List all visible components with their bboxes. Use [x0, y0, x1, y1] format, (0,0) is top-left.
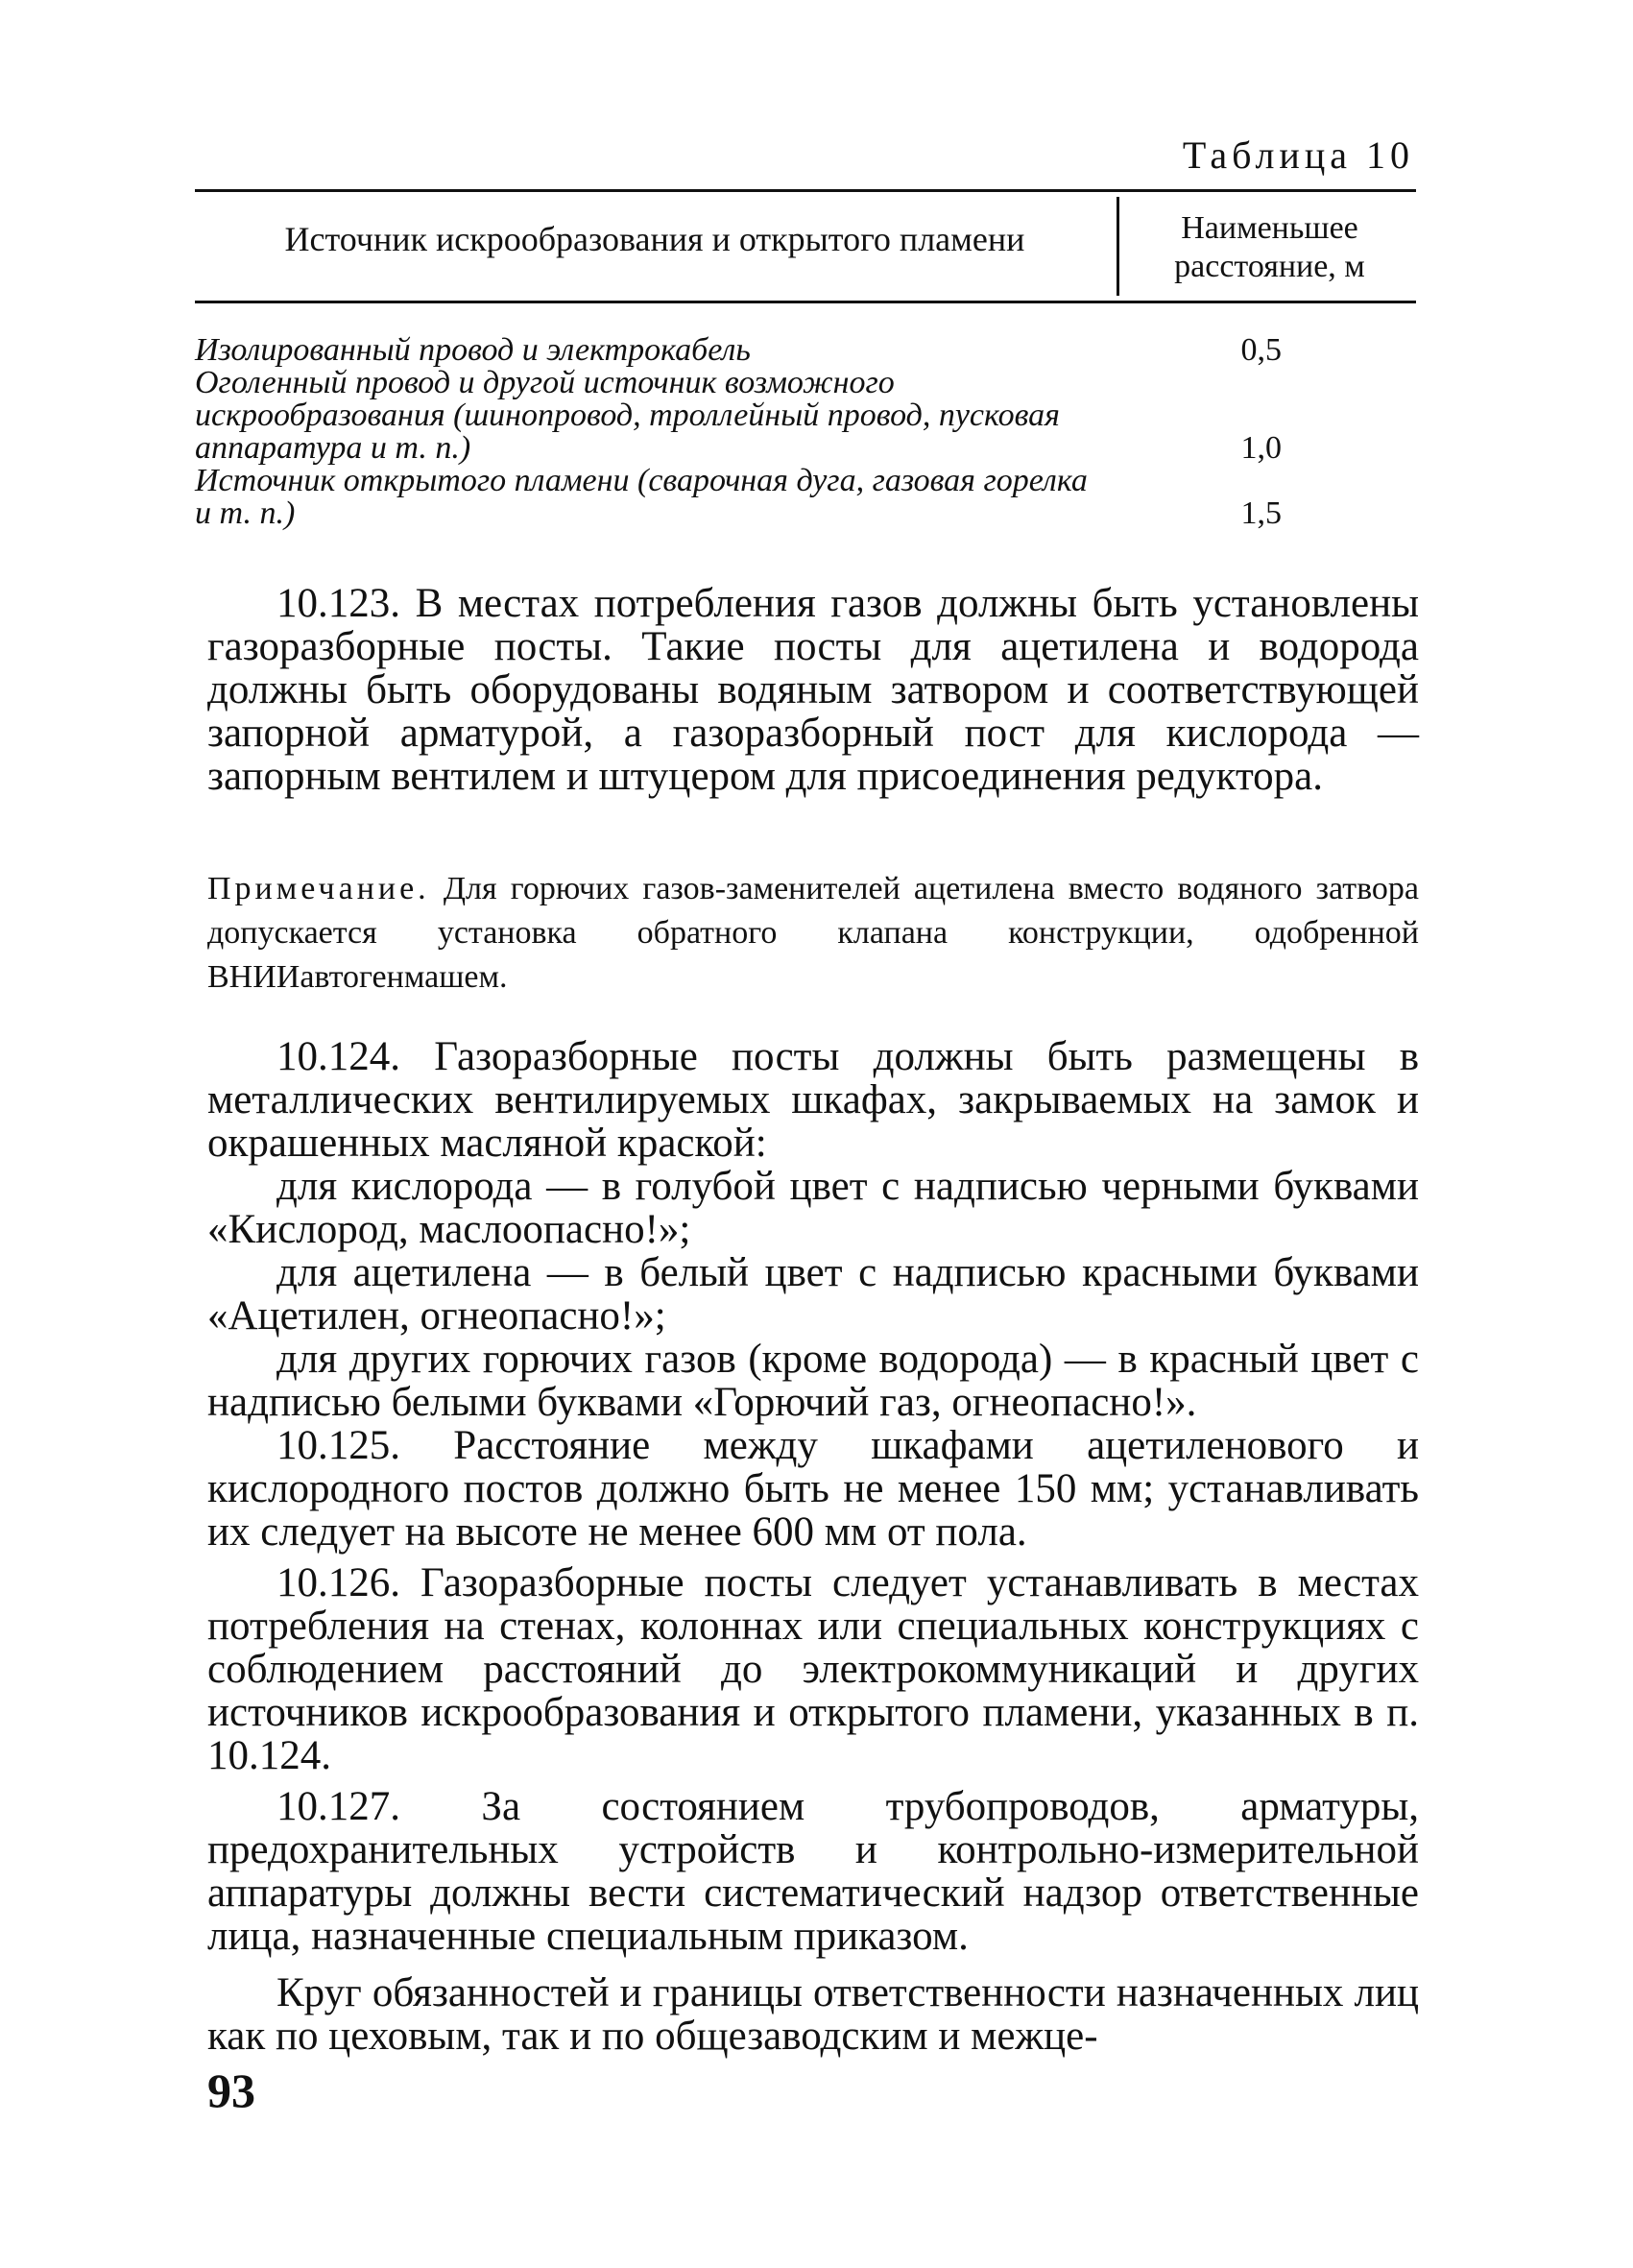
table-cell-distance: 0,5	[1240, 332, 1282, 368]
table-cell-source: Оголенный провод и другой источник возможного искрообразования (шинопровод, троллейный провод, пусковая аппаратура и т. п.)	[195, 365, 1060, 466]
table-cell-source: Источник открытого пламени (сварочная дуга, газовая горелка и т. п.)	[195, 463, 1088, 531]
note-label: Примечание.	[207, 871, 430, 906]
table-header-distance-line1: Наименьшее	[1181, 210, 1358, 246]
table-cell-distance: 1,5	[1240, 495, 1282, 531]
table-header-distance	[1123, 209, 1416, 286]
table-body	[195, 334, 1416, 530]
table-top-rule	[195, 189, 1416, 192]
paragraph-10-124: 10.124. Газоразборные посты должны быть размещены в металлических вентилируемых шкафах, закрываемых на замок и окрашенных масляной краской:	[207, 1034, 1419, 1166]
paragraph-10-125: 10.125. Расстояние между шкафами ацетиленового и кислородного постов должно быть не менее 150 мм; устанавливать их следует на высоте не менее 600 мм от пола.	[207, 1423, 1419, 1555]
page-number: 93	[207, 2063, 255, 2117]
paragraph-10-126: 10.126. Газоразборные посты следует устанавливать в местах потребления на стенах, колоннах или специальных конструкциях с соблюдением расстояний до электрокоммуникаций и других источников искрообразования и открытого пламени, указанных в п. 10.124.	[207, 1560, 1419, 1778]
paragraph-10-124-other-gases: для других горючих газов (кроме водорода) — в красный цвет с надписью белыми буквами «Горючий газ, огнеопасно!».	[207, 1337, 1419, 1425]
note-block	[207, 867, 1419, 1000]
table-cell-source: Изолированный провод и электрокабель	[195, 332, 751, 368]
paragraph-10-127: 10.127. За состоянием трубопроводов, арматуры, предохранительных устройств и контрольно-измерительной аппаратуры должны вести систематический надзор ответственные лица, назначенные специальным приказом.	[207, 1784, 1419, 1959]
paragraph-duties: Круг обязанностей и границы ответственности назначенных лиц как по цеховым, так и по общезаводским и межце-	[207, 1970, 1419, 2059]
table-header-source: Источник искрообразования и открытого пламени	[284, 220, 1025, 258]
section-10-123	[207, 582, 1419, 798]
paragraph-10-123: 10.123. В местах потребления газов должны быть установлены газоразборные посты. Такие посты для ацетилена и водорода должны быть оборудованы водяным затвором и соответствующей запорной арматурой, а газоразборный пост для кислорода — запорным вентилем и штуцером для присоединения редуктора.	[207, 581, 1419, 799]
table-row	[195, 465, 1416, 530]
note-text: Для горючих газов-заменителей ацетилена вместо водяного затвора допускается установка обратного клапана конструкции, одобренной ВНИИавтогенмашем.	[207, 871, 1419, 995]
table-cell-distance: 1,0	[1240, 430, 1282, 466]
table-row	[195, 367, 1416, 465]
table-header-rule	[195, 301, 1416, 303]
table-caption: Таблица 10	[1182, 133, 1414, 177]
sections-10-124-to-10-127	[207, 1035, 1419, 2058]
table-header-divider	[1117, 197, 1119, 296]
note-paragraph	[207, 867, 1419, 1000]
table-header-distance-line2: расстояние, м	[1174, 249, 1365, 284]
paragraph-10-124-oxygen: для кислорода — в голубой цвет с надписью черными буквами «Кислород, маслоопасно!»;	[207, 1164, 1419, 1252]
paragraph-10-124-acetylene: для ацетилена — в белый цвет с надписью красными буквами «Ацетилен, огнеопасно!»;	[207, 1250, 1419, 1339]
table-row	[195, 334, 1416, 367]
